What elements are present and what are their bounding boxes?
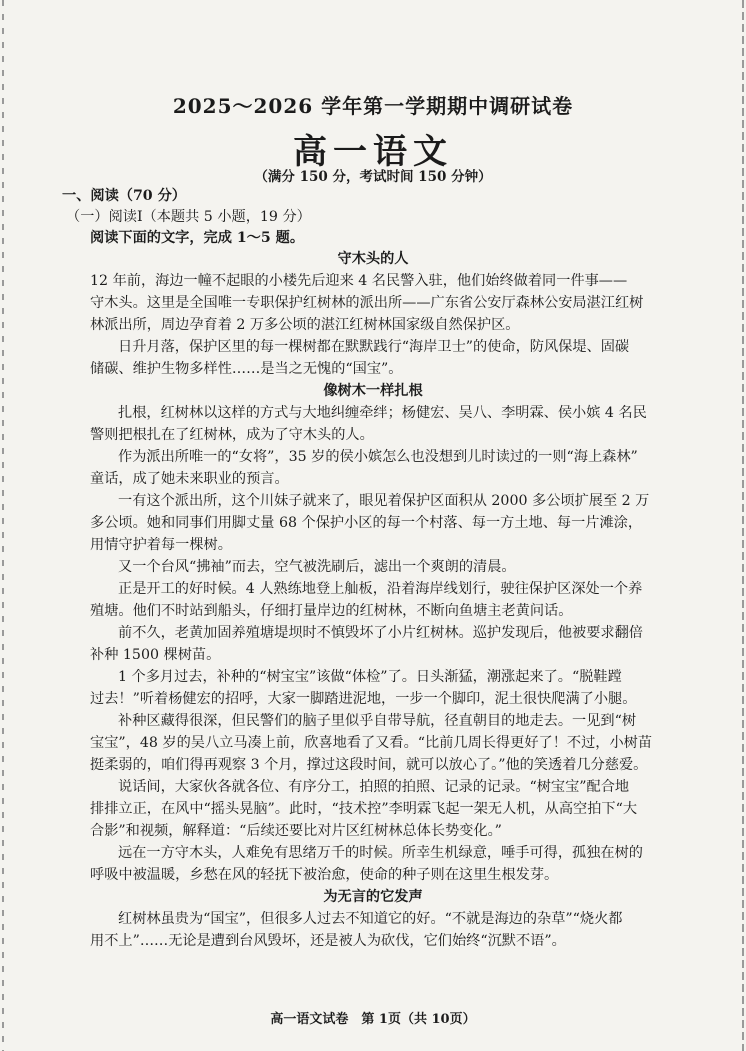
section-subheading: （一）阅读Ⅰ（本题共 5 小题，19 分）	[66, 209, 311, 225]
paragraph-line: 林派出所，周边孕育着 2 万多公顷的湛江红树林国家级自然保护区。	[90, 317, 520, 333]
paragraph-line: 红树林虽贵为“国宝”，但很多人过去不知道它的好。“不就是海边的杂草”“烧火都	[118, 911, 623, 927]
paragraph-line: 远在一方守木头，人难免有思绪万千的时候。所幸生机绿意，唾手可得，孤独在树的	[118, 845, 643, 861]
paragraph-line: 过去！”听着杨健宏的招呼，大家一脚踏进泥地，一步一个脚印，泥土很快爬满了小腿。	[90, 691, 637, 707]
exam-info: （满分 150 分，考试时间 150 分钟）	[254, 169, 492, 185]
paragraph-line: 用情守护着每一棵树。	[90, 537, 232, 553]
paragraph-line: 前不久，老黄加固养殖塘堤坝时不慎毁坏了小片红树林。巡护发现后，他被要求翻倍	[118, 625, 643, 641]
paragraph-line: 12 年前，海边一幢不起眼的小楼先后迎来 4 名民警入驻，他们始终做着同一件事——	[90, 273, 628, 289]
paragraph-line: 又一个台风“拂袖”而去，空气被洗刷后，滤出一个爽朗的清晨。	[118, 559, 516, 575]
section1-title: 像树木一样扎根	[323, 383, 423, 399]
paragraph-line: 用不上”……无论是遭到台风毁坏，还是被人为砍伐，它们始终“沉默不语”。	[90, 933, 566, 949]
section-instruction: 阅读下面的文字，完成 1～5 题。	[90, 230, 305, 246]
paragraph-line: 合影”和视频，解释道：“后续还要比对片区红树林总体长势变化。”	[90, 823, 502, 839]
paragraph-line: 殖塘。他们不时站到船头，仔细打量岸边的红树林，不断向鱼塘主老黄问话。	[90, 603, 573, 619]
paragraph-line: 多公顷。她和同事们用脚丈量 68 个保护小区的每一个村落、每一方土地、每一片滩涂，	[90, 515, 643, 531]
paragraph-line: 守木头。这里是全国唯一专职保护红树林的派出所——广东省公安厅森林公安局湛江红树	[90, 295, 644, 311]
page-footer: 高一语文试卷 第 1页（共 10页）	[270, 1012, 476, 1027]
paragraph-line: 补种区藏得很深，但民警们的脑子里似乎自带导航，径直朝目的地走去。一见到“树	[118, 713, 637, 729]
section2-title: 为无言的它发声	[323, 889, 423, 905]
paragraph-line: 警则把根扎在了红树林，成为了守木头的人。	[90, 427, 374, 443]
article-title: 守木头的人	[337, 251, 409, 267]
paragraph-line: 日升月落，保护区里的每一棵树都在默默践行“海岸卫士”的使命，防风保堤、固碳	[118, 339, 630, 355]
paragraph-line: 作为派出所唯一的“女将”，35 岁的侯小嫔怎么也没想到儿时读过的一则“海上森林”	[118, 449, 638, 465]
paragraph-line: 扎根，红树林以这样的方式与大地纠缠牵绊；杨健宏、吴八、李明霖、侯小嫔 4 名民	[118, 405, 647, 421]
paragraph-line: 补种 1500 棵树苗。	[90, 647, 221, 663]
paragraph-line: 童话，成了她未来职业的预言。	[90, 471, 289, 487]
paragraph-line: 挺柔弱的，咱们得再观察 3 个月，撑过这段时间，就可以放心了。”他的笑透着几分慈爱。	[90, 757, 648, 773]
paragraph-line: 说话间，大家伙各就各位、有序分工，拍照的拍照、记录的记录。“树宝宝”配合地	[118, 779, 630, 795]
subject-title: 高一语文	[293, 132, 453, 172]
paragraph-line: 正是开工的好时候。4 人熟练地登上舢板，沿着海岸线划行，驶往保护区深处一个养	[118, 581, 643, 597]
paragraph-line: 宝宝”，48 岁的吴八立马凑上前，欣喜地看了又看。“比前几周长得更好了！不过，小树苗	[90, 735, 653, 751]
paragraph-line: 排排立正，在风中“摇头晃脑”。此时，“技术控”李明霖飞起一架无人机，从高空拍下“大	[90, 801, 638, 817]
paragraph-line: 储碳、维护生物多样性……是当之无愧的“国宝”。	[90, 361, 403, 377]
paragraph-line: 呼吸中被温暖，乡愁在风的轻抚下被治愈，使命的种子则在这里生根发芽。	[90, 867, 559, 883]
paragraph-line: 1 个多月过去，补种的“树宝宝”该做“体检”了。日头渐猛，潮涨起来了。“脱鞋蹚	[118, 669, 622, 685]
exam-title: 2025～2026 学年第一学期期中调研试卷	[172, 94, 574, 118]
section-heading: 一、阅读（70 分）	[62, 188, 186, 204]
paragraph-line: 一有这个派出所，这个川妹子就来了，眼见着保护区面积从 2000 多公顷扩展至 2 万	[118, 493, 650, 509]
